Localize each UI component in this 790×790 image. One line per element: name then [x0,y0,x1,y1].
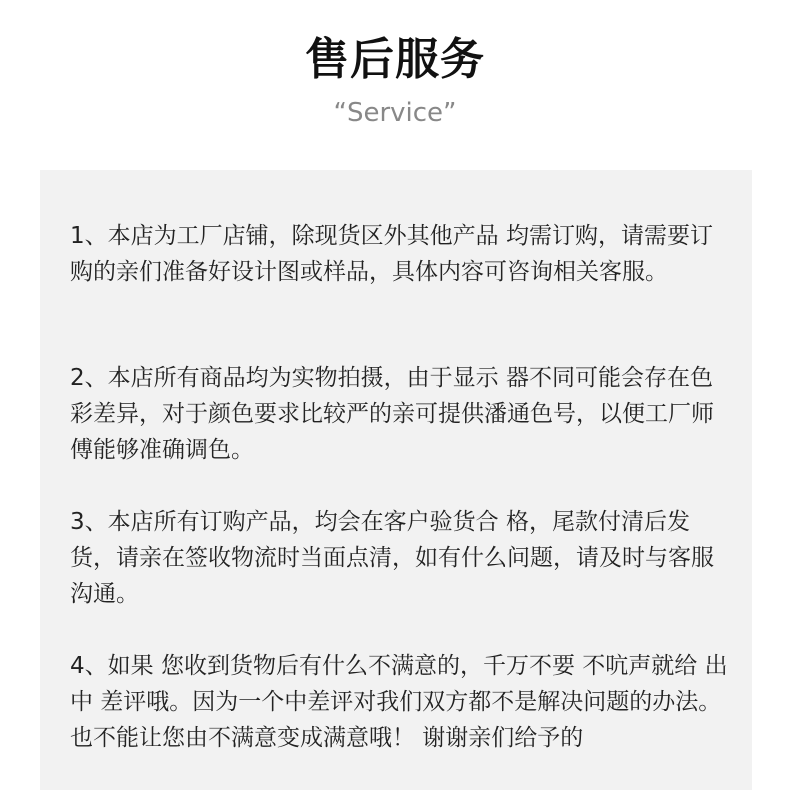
service-paragraph-2: 2、本店所有商品均为实物拍摄，由于显示 器不同可能会存在色彩差异，对于颜色要求比较严的亲可提供潘通色号，以便工厂师傅能够准确调色。 [70,365,714,463]
service-paragraph-1: 1、本店为工厂店铺，除现货区外其他产品 均需订购，请需要订购的亲们准备好设计图或样品，具体内容可咨询相关客服。 [70,223,713,285]
service-info-panel [40,170,752,790]
page-header [0,0,790,150]
page-subtitle: “Service” [333,98,457,128]
page-title: 售后服务 [305,34,485,85]
service-paragraph-3: 3、本店所有订购产品，均会在客户验货合 格，尾款付清后发货，请亲在签收物流时当面点清，如有什么问题，请及时与客服沟通。 [70,509,714,607]
service-paragraph-4: 4、如果 您收到货物后有什么不满意的，千万不要 不吭声就给 出中 差评哦。因为一个中差评对我们双方都不是解决问题的办法。也不能让您由不满意变成满意哦！ 谢谢亲们给予的 [70,653,728,751]
